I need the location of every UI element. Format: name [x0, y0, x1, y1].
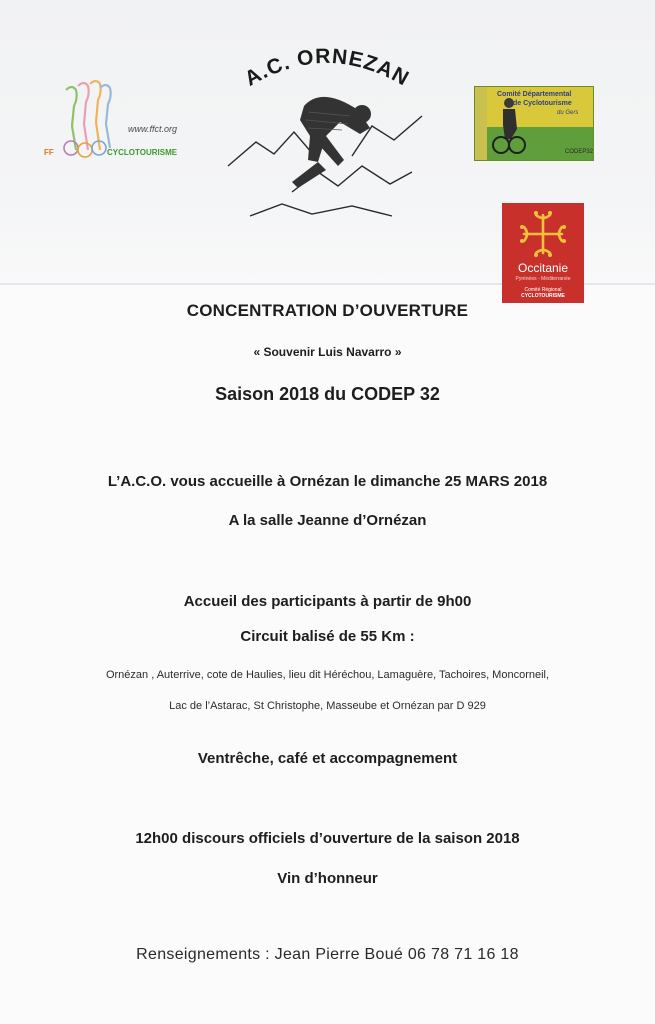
occitanie-logo [502, 203, 584, 303]
speeches-line: 12h00 discours officiels d’ouverture de la saison 2018 [135, 830, 520, 847]
welcome-line: L’A.C.O. vous accueille à Ornézan le dimanche 25 MARS 2018 [107, 473, 548, 490]
cyclists-silhouette-icon [52, 78, 122, 158]
season-heading: Saison 2018 du CODEP 32 [215, 384, 440, 404]
circuit-line: Circuit balisé de 55 Km : [240, 628, 415, 645]
route-line-1: Ornézan , Auterrive, cote de Haulies, lieu dit Héréchou, Lamaguère, Tachoires, Moncorneil, [105, 669, 550, 681]
occitan-cross-icon [518, 209, 568, 259]
event-title: CONCENTRATION D’OUVERTURE [186, 301, 469, 320]
occitanie-cyclotourisme: CYCLOTOURISME [521, 293, 565, 299]
occitanie-name: Occitanie [517, 261, 569, 275]
event-subtitle: « Souvenir Luis Navarro » [253, 345, 402, 359]
ffct-label-cyclotourisme: CYCLOTOURISME [107, 148, 178, 157]
codep-line1: Comité Départemental [497, 91, 572, 98]
codep-line2: de Cyclotourisme [513, 100, 572, 107]
venue-line: A la salle Jeanne d’Ornézan [228, 512, 427, 529]
cyclist-mountains-icon [222, 76, 432, 226]
refreshments-line: Ventrêche, café et accompagnement [197, 750, 458, 767]
svg-text:A.C. ORNEZAN: A.C. ORNEZAN [240, 44, 414, 91]
ffct-label-ff: FF [44, 148, 54, 157]
codep-code: CODEP32 [565, 149, 594, 155]
route-line-2: Lac de l’Astarac, St Christophe, Masseube et Ornézan par D 929 [169, 700, 486, 712]
wine-line: Vin d’honneur [277, 870, 378, 887]
ffct-url: www.ffct.org [128, 124, 178, 134]
occitanie-subtitle: Pyrénées - Méditerranée [515, 276, 571, 282]
ffct-logo [40, 78, 190, 178]
occitanie-comite: Comité Régional [524, 287, 562, 293]
codep-side-band [475, 87, 487, 160]
contact-line: Renseignements : Jean Pierre Boué 06 78 71 16 18 [136, 946, 519, 963]
arrival-line: Accueil des participants à partir de 9h00 [183, 593, 472, 610]
club-logo [222, 34, 432, 224]
codep32-logo [474, 86, 594, 161]
codep-line3: du Gers [557, 110, 579, 116]
